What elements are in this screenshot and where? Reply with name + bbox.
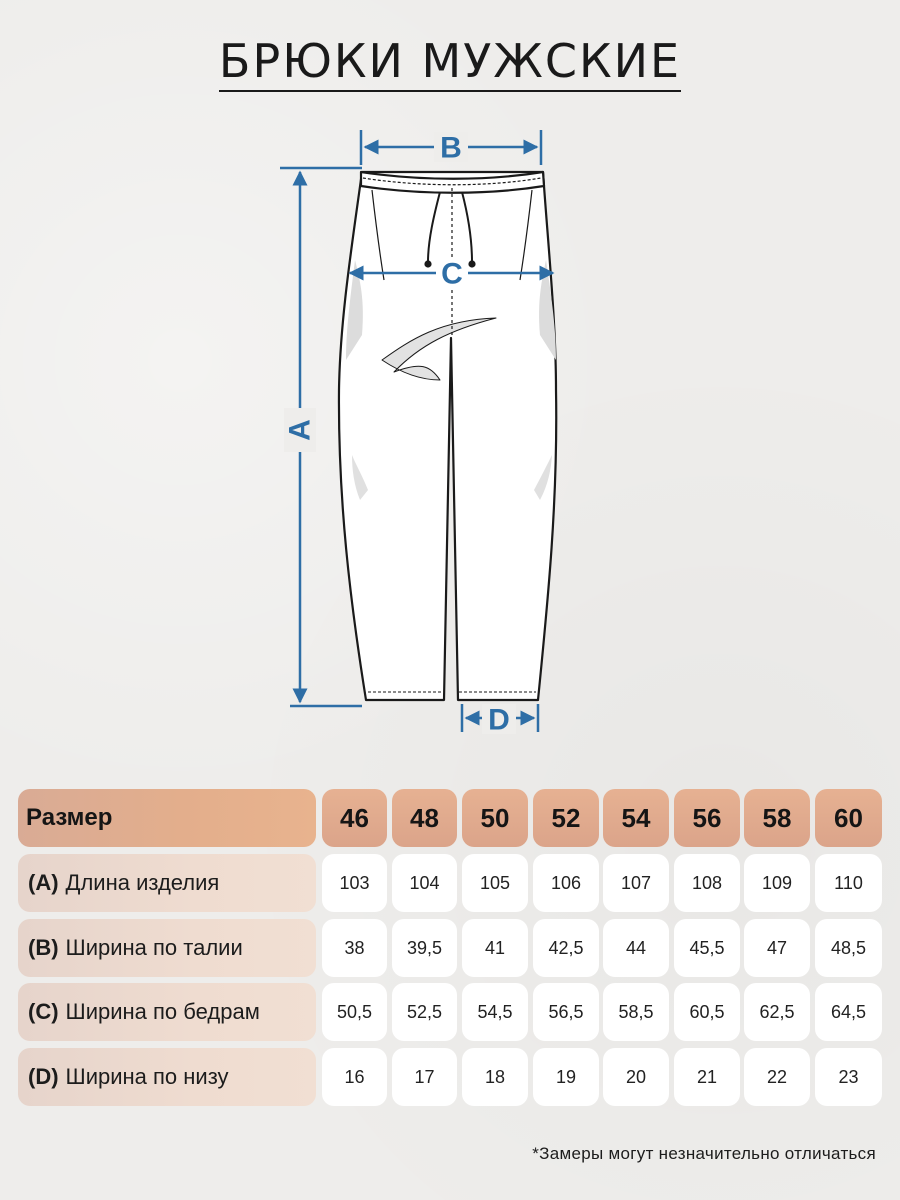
table-cell: 39,5	[392, 919, 457, 977]
dimension-c-label: C	[441, 257, 463, 291]
table-cell: 106	[533, 854, 599, 912]
page-title-text: БРЮКИ МУЖСКИЕ	[219, 34, 681, 92]
size-table-header-row	[18, 789, 882, 847]
row-letter: (A)	[28, 870, 59, 895]
dimension-b-label: B	[440, 131, 462, 165]
row-letter: (C)	[28, 999, 59, 1024]
dimension-a-label: A	[283, 419, 317, 441]
table-cell: 108	[674, 854, 740, 912]
table-cell: 54,5	[462, 983, 528, 1041]
table-cell: 45,5	[674, 919, 740, 977]
table-row-hem	[18, 1048, 882, 1106]
row-name: Ширина по талии	[65, 935, 243, 960]
table-cell: 104	[392, 854, 457, 912]
size-header-48: 48	[392, 789, 457, 847]
table-row-hips	[18, 983, 882, 1041]
table-cell: 105	[462, 854, 528, 912]
table-cell: 21	[674, 1048, 740, 1106]
size-header-56: 56	[674, 789, 740, 847]
table-cell: 107	[603, 854, 669, 912]
row-label-length	[18, 854, 316, 912]
table-cell: 64,5	[815, 983, 882, 1041]
table-cell: 16	[322, 1048, 387, 1106]
table-cell: 19	[533, 1048, 599, 1106]
size-header-50: 50	[462, 789, 528, 847]
row-letter: (D)	[28, 1064, 59, 1089]
row-label-hem	[18, 1048, 316, 1106]
table-cell: 56,5	[533, 983, 599, 1041]
table-row-waist	[18, 919, 882, 977]
dimension-d-label: D	[488, 703, 510, 737]
row-label-waist	[18, 919, 316, 977]
table-cell: 41	[462, 919, 528, 977]
table-cell: 22	[744, 1048, 810, 1106]
table-cell: 103	[322, 854, 387, 912]
row-name: Ширина по низу	[65, 1064, 229, 1089]
table-row-length	[18, 854, 882, 912]
table-cell: 62,5	[744, 983, 810, 1041]
table-cell: 110	[815, 854, 882, 912]
header-label-cell: Размер	[18, 789, 316, 847]
size-header-58: 58	[744, 789, 810, 847]
size-header-54: 54	[603, 789, 669, 847]
pants-illustration	[339, 172, 556, 700]
table-cell: 109	[744, 854, 810, 912]
table-cell: 38	[322, 919, 387, 977]
table-cell: 18	[462, 1048, 528, 1106]
table-cell: 50,5	[322, 983, 387, 1041]
table-cell: 58,5	[603, 983, 669, 1041]
table-cell: 17	[392, 1048, 457, 1106]
measurement-footnote: *Замеры могут незначительно отличаться	[532, 1144, 876, 1163]
table-cell: 23	[815, 1048, 882, 1106]
table-cell: 52,5	[392, 983, 457, 1041]
size-header-46: 46	[322, 789, 387, 847]
row-label-hips	[18, 983, 316, 1041]
size-header-60: 60	[815, 789, 882, 847]
row-name: Длина изделия	[65, 870, 220, 895]
table-cell: 42,5	[533, 919, 599, 977]
table-cell: 20	[603, 1048, 669, 1106]
table-cell: 60,5	[674, 983, 740, 1041]
row-letter: (B)	[28, 935, 59, 960]
table-cell: 47	[744, 919, 810, 977]
row-name: Ширина по бедрам	[65, 999, 260, 1024]
table-cell: 44	[603, 919, 669, 977]
size-header-52: 52	[533, 789, 599, 847]
table-cell: 48,5	[815, 919, 882, 977]
